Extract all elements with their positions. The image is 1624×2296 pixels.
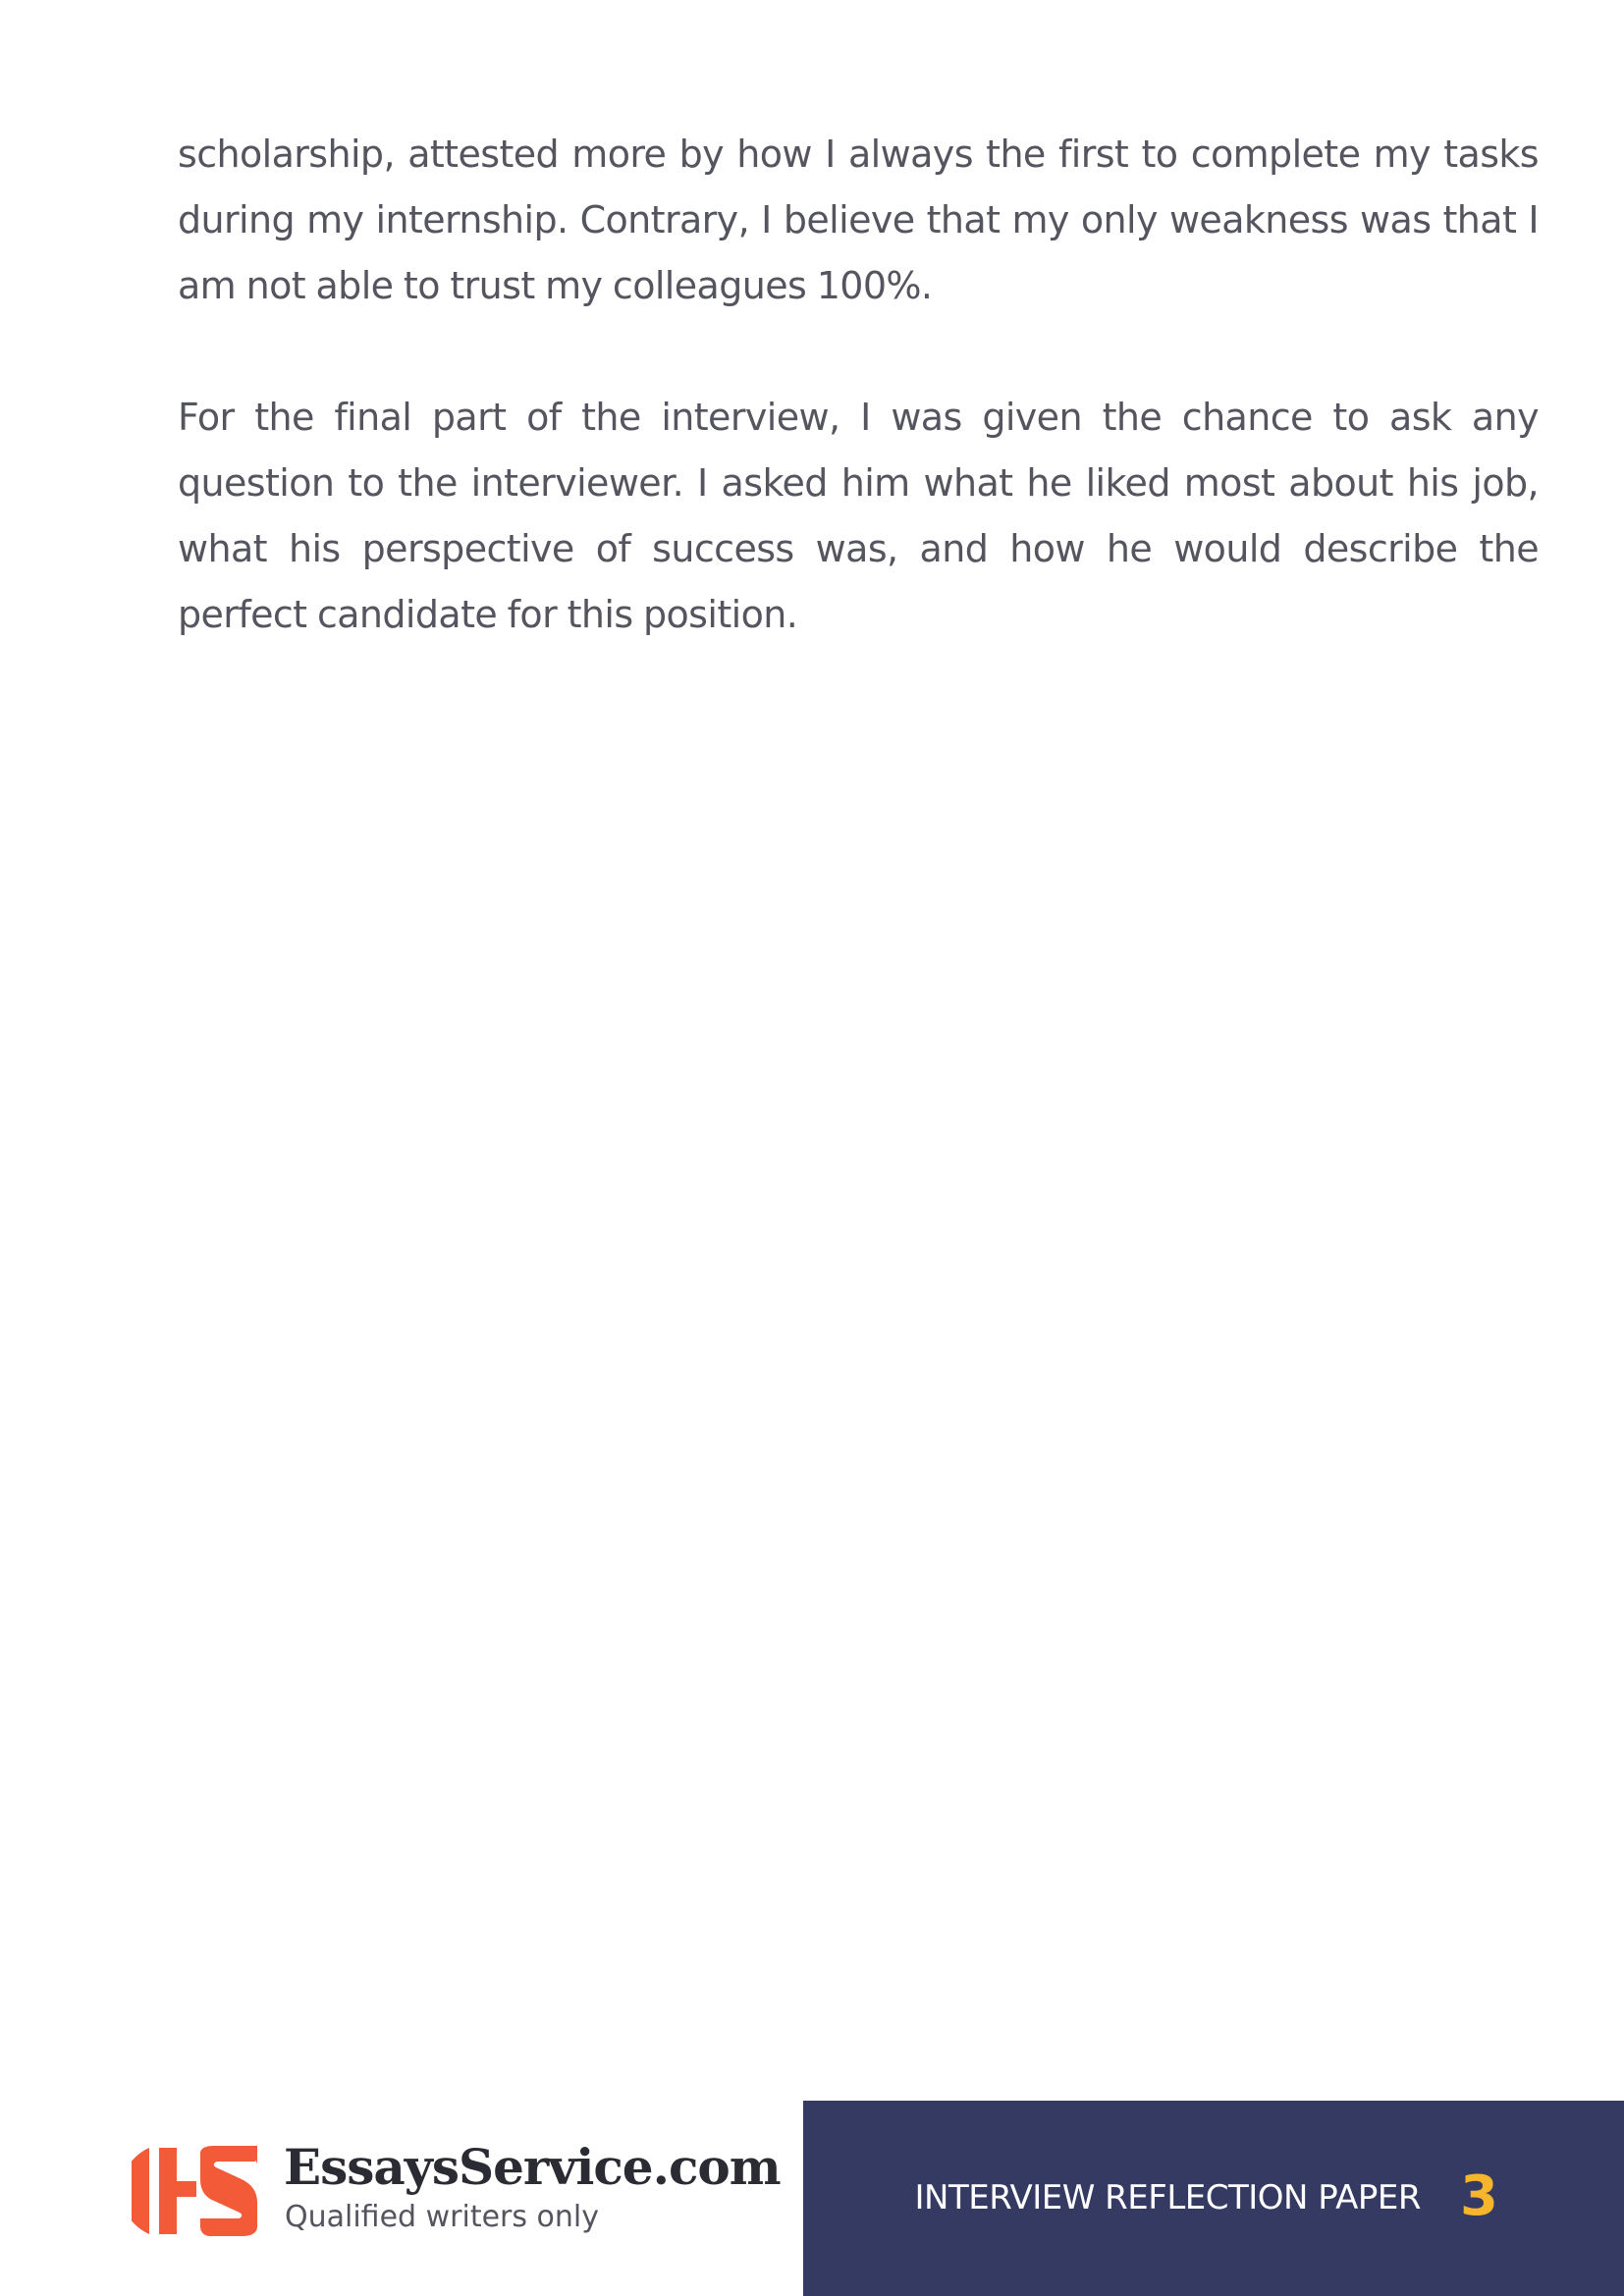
- document-title: INTERVIEW REFLECTION PAPER: [914, 2178, 1421, 2217]
- brand-tagline: Qualified writers only: [285, 2200, 599, 2234]
- body-paragraph-2: For the final part of the interview, I was given the chance to ask any question to the interviewer. I asked him what he liked most about his job, what his perspective of success was, and how he would describe the perfect candidate for this position.: [178, 396, 1539, 636]
- body-paragraph-1: scholarship, attested more by how I always the first to complete my tasks during my internship. Contrary, I believe that my only weakness was that I am not able to trust my colleagues 100%.: [178, 133, 1539, 307]
- es-monogram-icon: [132, 2144, 259, 2238]
- page-body: [178, 122, 1539, 714]
- page-footer: [0, 2101, 1624, 2296]
- footer-title-band: [803, 2101, 1624, 2296]
- page-number: 3: [1460, 2164, 1498, 2228]
- brand-name: EssaysService.com: [284, 2138, 781, 2196]
- brand-block: [132, 2101, 799, 2296]
